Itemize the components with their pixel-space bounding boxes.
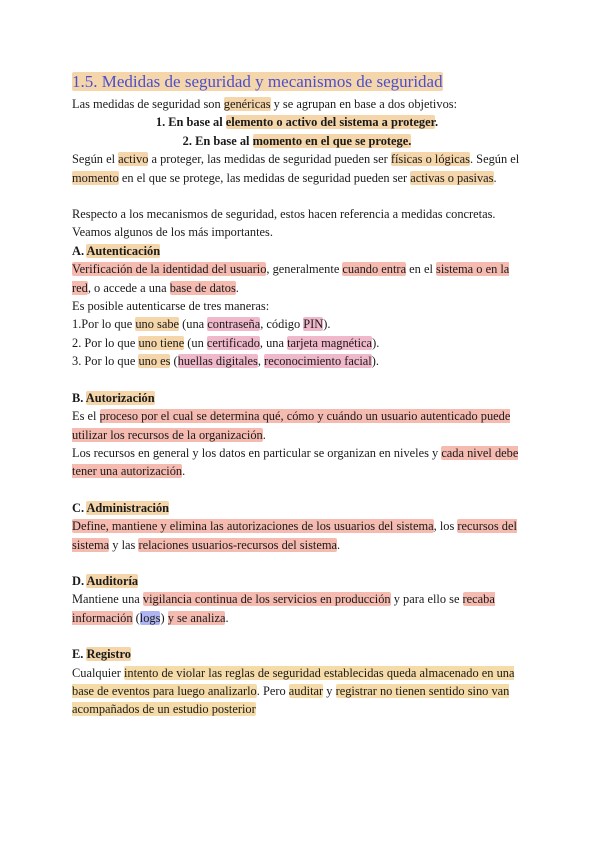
document-body — [72, 72, 522, 719]
section-b-heading — [72, 389, 522, 407]
highlight: recursos del sistema — [72, 519, 517, 552]
text: Los recursos en general y los datos en particular se organizan en niveles y — [72, 445, 442, 460]
highlight: tarjeta magnética — [287, 335, 373, 350]
text: (una — [179, 317, 208, 332]
section-a-heading — [72, 242, 522, 260]
spacer — [72, 371, 522, 389]
highlight: sistema o en la red — [72, 262, 510, 295]
text: 1. En base al — [155, 115, 226, 130]
highlight: huellas digitales — [177, 354, 258, 369]
section-title: Autorización — [85, 390, 155, 405]
objective-2 — [72, 132, 522, 150]
highlight: reconocimiento facial — [264, 354, 372, 369]
text: . Según el — [469, 152, 520, 167]
highlight: cuando entra — [342, 262, 407, 277]
spacer — [72, 187, 522, 205]
text: . — [182, 464, 186, 479]
section-e-definition — [72, 664, 522, 719]
text: . — [435, 115, 439, 130]
measures-paragraph — [72, 150, 522, 187]
text: . — [336, 537, 341, 552]
highlight: intento de violar las reglas de seguridad establecidas queda almacenado en una base de eventos para luego analizarlo — [72, 665, 515, 698]
text: . — [493, 170, 497, 185]
heading-text: 1.5. Medidas de seguridad y mecanismos de seguridad — [72, 72, 443, 91]
text: a proteger, las medidas de seguridad pueden ser — [148, 152, 391, 167]
highlight: proceso por el cual se determina qué, cómo y cuándo un usuario autenticado puede utilizar los recursos de la organización — [72, 409, 511, 442]
text: , código — [260, 317, 304, 332]
section-d-definition — [72, 590, 522, 627]
highlight: cada nivel debe tener una autorización — [72, 445, 519, 479]
section-letter: D. — [72, 573, 87, 588]
section-b-levels — [72, 444, 522, 481]
text: ) — [160, 610, 168, 625]
text: . — [225, 610, 229, 625]
section-a-definition — [72, 260, 522, 297]
text: , una — [259, 335, 288, 350]
text: ( — [132, 610, 140, 625]
text: y las — [109, 537, 139, 552]
section-heading — [72, 72, 522, 92]
text: Las medidas de seguridad son — [72, 97, 224, 111]
highlight: contraseña — [207, 317, 261, 332]
section-a-intro: Es posible autenticarse de tres maneras: — [72, 299, 270, 314]
highlight: y se analiza — [167, 610, 226, 625]
highlight: Verificación de la identidad del usuario — [72, 262, 267, 277]
text: y se agrupan en base a dos objetivos: — [270, 97, 458, 111]
highlight: base de datos — [169, 280, 236, 295]
spacer — [72, 481, 522, 499]
section-letter: E. — [72, 647, 87, 662]
section-c-definition — [72, 517, 522, 554]
spacer — [72, 627, 522, 645]
section-c-heading — [72, 499, 522, 517]
highlight: relaciones usuarios-recursos del sistema — [138, 537, 337, 552]
section-title: Autenticación — [86, 243, 161, 258]
highlight: momento — [72, 170, 119, 185]
text: , generalmente — [266, 262, 343, 277]
text: ). — [371, 354, 379, 369]
text: Según el — [72, 152, 119, 167]
highlight: físicas o lógicas — [390, 152, 470, 167]
highlight: recaba información — [72, 592, 495, 625]
section-e-heading — [72, 645, 522, 663]
intro-paragraph — [72, 95, 522, 113]
text: Mantiene una — [72, 592, 143, 607]
highlight: momento en el que se protege. — [252, 133, 412, 148]
text: en el que se protege, las medidas de seguridad pueden ser — [118, 170, 411, 185]
text: ). — [323, 317, 331, 332]
text: en el — [406, 262, 437, 277]
section-title: Administración — [86, 500, 170, 515]
auth-method-2 — [72, 334, 522, 352]
highlight: registrar no tienen sentido sino van acompañados de un estudio posterior — [72, 683, 510, 717]
text: ( — [170, 354, 178, 369]
section-title: Auditoría — [86, 573, 139, 588]
highlight: Define, mantiene y elimina las autorizaciones de los usuarios del sistema — [72, 519, 434, 534]
text: 2. Por lo que — [72, 335, 139, 350]
highlight: elemento o activo del sistema a proteger — [225, 115, 435, 130]
highlight: genéricas — [223, 97, 271, 111]
text: . — [262, 427, 266, 442]
text: . — [235, 280, 239, 295]
highlight: PIN — [303, 317, 324, 332]
text: ). — [372, 335, 380, 350]
text: . Pero — [256, 683, 289, 698]
highlight: vigilancia continua de los servicios en producción — [142, 592, 391, 607]
text: , — [257, 354, 265, 369]
text: 2. En base al — [182, 133, 253, 148]
objective-1 — [72, 113, 522, 131]
text: (un — [184, 335, 207, 350]
text: y para ello se — [390, 592, 463, 607]
auth-method-1 — [72, 315, 522, 333]
text: Es el — [72, 409, 100, 424]
spacer — [72, 554, 522, 572]
highlight: uno tiene — [138, 335, 185, 350]
text: 3. Por lo que — [72, 354, 139, 369]
highlight: certificado — [206, 335, 260, 350]
text: , o accede a una — [87, 280, 170, 295]
section-letter: B. — [72, 390, 86, 405]
text: , los — [433, 519, 458, 534]
highlight: activo — [118, 152, 149, 167]
section-letter: A. — [72, 243, 87, 258]
highlight: auditar — [288, 683, 324, 698]
highlight: activas o pasivas — [410, 170, 494, 185]
mechanisms-paragraph: Respecto a los mecanismos de seguridad, estos hacen referencia a medidas concretas. Veamos algunos de los más importantes. — [72, 207, 496, 240]
text: 1.Por lo que — [72, 317, 136, 332]
section-d-heading — [72, 572, 522, 590]
text: y — [323, 683, 336, 698]
section-letter: C. — [72, 500, 87, 515]
highlight: uno es — [138, 354, 171, 369]
text: Cualquier — [72, 665, 124, 680]
highlight: uno sabe — [135, 317, 180, 332]
auth-method-3 — [72, 352, 522, 370]
highlight: logs — [139, 610, 161, 625]
section-b-definition — [72, 407, 522, 444]
section-title: Registro — [86, 647, 131, 662]
